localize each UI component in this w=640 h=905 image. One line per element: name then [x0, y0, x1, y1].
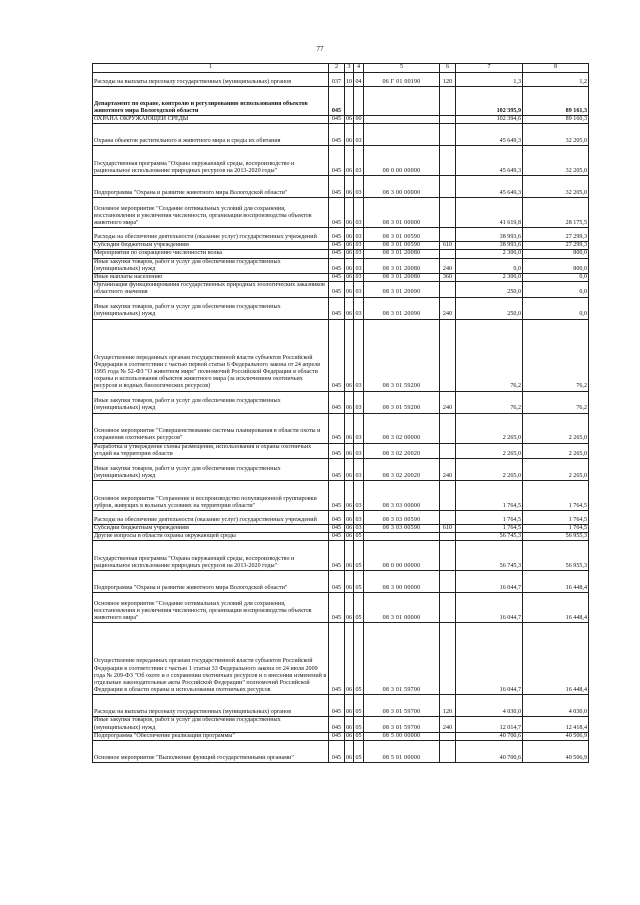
row-subsection-cell: 03	[354, 443, 364, 458]
row-section-cell: 06	[345, 511, 354, 525]
row-ministry-cell: 045	[329, 274, 345, 282]
row-amount-year1-cell: 250,0	[456, 297, 523, 319]
row-target-article-cell: 08 3 01 59700	[364, 623, 440, 695]
row-target-article-cell: 06 Г 01 00190	[364, 73, 440, 87]
row-target-article-cell: 08 3 01 59200	[364, 319, 440, 391]
row-subsection-cell: 05	[354, 593, 364, 623]
row-amount-year2-cell: 2 265,0	[523, 413, 589, 443]
row-target-article-cell: 08 0 00 00000	[364, 146, 440, 176]
row-amount-year2-cell: 32 205,0	[523, 124, 589, 146]
row-name-cell: Государственная программа "Охрана окружающей среды, воспроизводство и рациональное использование природных ресурсов на 2013-2020 годы"	[93, 146, 329, 176]
row-name-cell: Иные закупки товаров, работ и услуг для обеспечения государственных (муниципальных) нужд	[93, 391, 329, 413]
table-row	[93, 242, 589, 250]
row-amount-year1-cell: 1,3	[456, 73, 523, 87]
row-amount-year2-cell: 56 955,3	[523, 541, 589, 571]
row-subsection-cell: 05	[354, 695, 364, 717]
row-ministry-cell: 045	[329, 176, 345, 198]
row-target-article-cell: 08 3 03 00000	[364, 481, 440, 511]
row-amount-year1-cell: 41 619,8	[456, 198, 523, 228]
row-target-article-cell: 08 3 01 00000	[364, 593, 440, 623]
table-row	[93, 282, 589, 297]
table-row	[93, 732, 589, 740]
table-row	[93, 413, 589, 443]
row-amount-year2-cell: 2 265,0	[523, 459, 589, 481]
row-target-article-cell	[364, 87, 440, 116]
row-target-article-cell: 08 3 00 00000	[364, 571, 440, 593]
row-target-article-cell: 08 3 01 00000	[364, 198, 440, 228]
row-target-article-cell	[364, 116, 440, 124]
row-amount-year2-cell: 1 764,5	[523, 511, 589, 525]
row-subsection-cell	[354, 87, 364, 116]
row-subsection-cell: 03	[355, 242, 362, 249]
row-ministry-cell: 045	[329, 695, 345, 717]
row-ministry-cell: 045	[329, 593, 345, 623]
row-amount-year2-cell: 27 299,3	[523, 242, 589, 250]
table-row	[93, 176, 589, 198]
row-ministry-cell: 045	[329, 250, 345, 258]
row-target-article-cell: 08 3 03 00590	[364, 525, 440, 533]
table-row	[93, 391, 589, 413]
row-amount-year2-cell: 0,0	[523, 282, 589, 297]
row-expense-type-cell	[440, 571, 456, 593]
header-cell: 5	[364, 64, 440, 73]
row-name-cell: Осуществление переданных органам государственной власти субъектов Российской Федерации в соответствии с частью первой статьи 6 Федерального закона от 24 апреля 1995 года № 52-ФЗ "О животном мире" полномочий Российской Федерации в области охраны и использования объектов животного мира (за исключением охотничьих ресурсов и водных биологических ресурсов)	[93, 319, 329, 391]
header-cell: 1	[93, 64, 329, 73]
row-subsection-cell: 03	[354, 198, 364, 228]
row-subsection-cell: 03	[354, 481, 364, 511]
row-amount-year2-cell: 0,0	[523, 297, 589, 319]
row-expense-type-cell	[440, 228, 456, 242]
row-subsection-cell: 05	[354, 741, 364, 763]
row-subsection-cell: 05	[354, 571, 364, 593]
row-expense-type-cell	[440, 481, 456, 511]
table-row	[93, 124, 589, 146]
row-target-article-cell: 08 5 01 00000	[364, 741, 440, 763]
row-amount-year2-cell: 32 205,0	[523, 176, 589, 198]
row-name-cell: Расходы на обеспечение деятельности (оказание услуг) государственных учреждений	[93, 228, 329, 242]
row-section-cell: 06	[345, 176, 354, 198]
row-name-cell: Расходы на обеспечение деятельности (оказание услуг) государственных учреждений	[93, 511, 329, 525]
row-amount-year1-cell: 2 265,0	[456, 443, 523, 458]
row-ministry-cell: 045	[329, 116, 345, 124]
row-ministry-cell: 045	[329, 541, 345, 571]
header-cell: 8	[523, 64, 589, 73]
row-target-article-cell: 08 3 01 20080	[364, 274, 440, 282]
row-ministry-cell: 045	[329, 228, 345, 242]
row-expense-type-cell	[440, 732, 456, 740]
table-row	[93, 533, 589, 541]
row-section-cell: 06	[345, 443, 354, 458]
row-amount-year1-cell: 250,0	[456, 282, 523, 297]
row-name-cell: Субсидии бюджетным учреждениям	[93, 242, 329, 250]
row-target-article-cell	[364, 533, 440, 541]
row-amount-year2-cell: 56 955,3	[523, 533, 589, 541]
table-row	[93, 198, 589, 228]
row-amount-year2-cell: 76,2	[523, 391, 589, 413]
row-name-cell: Иные выплаты населению	[93, 274, 329, 282]
row-amount-year2-cell: 4 030,0	[523, 695, 589, 717]
row-section-cell: 10	[345, 73, 354, 87]
row-subsection-cell: 03	[355, 274, 362, 281]
row-amount-year1-cell: 45 649,3	[456, 176, 523, 198]
row-expense-type-cell: 610	[440, 525, 456, 533]
row-expense-type-cell	[440, 541, 456, 571]
row-target-article-cell: 08 3 02 20020	[364, 443, 440, 458]
row-name-cell: ОХРАНА ОКРУЖАЮЩЕЙ СРЕДЫ	[93, 116, 329, 124]
row-name-cell: Департамент по охране, контролю и регулированию использования объектов животного мира Вологодской области	[93, 87, 329, 116]
row-amount-year1-cell: 38 993,6	[456, 242, 523, 250]
row-name-cell: Иные закупки товаров, работ и услуг для обеспечения государственных (муниципальных) нужд	[93, 258, 329, 273]
row-ministry-cell: 045	[329, 124, 345, 146]
row-amount-year2-cell: 800,0	[523, 258, 589, 273]
row-ministry-cell: 045	[329, 732, 345, 740]
row-amount-year2-cell: 1 764,5	[523, 525, 589, 533]
row-expense-type-cell	[440, 413, 456, 443]
row-subsection-cell: 05	[355, 533, 362, 540]
row-amount-year2-cell: 32 205,0	[523, 146, 589, 176]
row-name-cell: Основное мероприятие "Создание оптимальных условий для сохранения, восстановления и увеличения численности, организации воспроизводства объектов животного мира"	[93, 198, 329, 228]
row-expense-type-cell: 360	[440, 274, 456, 282]
row-name-cell: Мероприятия по сокращению численности волка	[93, 250, 329, 258]
table-row	[93, 717, 589, 732]
row-target-article-cell: 08 3 01 59700	[364, 695, 440, 717]
row-name-cell: Иные закупки товаров, работ и услуг для обеспечения государственных (муниципальных) нужд	[93, 717, 329, 732]
row-expense-type-cell	[440, 741, 456, 763]
row-ministry-cell: 045	[329, 571, 345, 593]
row-subsection-cell: 05	[354, 717, 364, 732]
row-expense-type-cell: 240	[440, 459, 456, 481]
row-expense-type-cell	[440, 250, 456, 258]
table-row	[93, 695, 589, 717]
row-expense-type-cell	[440, 623, 456, 695]
row-expense-type-cell	[440, 511, 456, 525]
row-ministry-cell: 045	[329, 413, 345, 443]
table-row	[93, 511, 589, 525]
row-amount-year2-cell: 16 448,4	[523, 623, 589, 695]
row-subsection-cell: 05	[354, 623, 364, 695]
row-name-cell: Осуществление переданных органам государственной власти субъектов Российской Федерации в соответствии с частью 1 статьи 33 Федерального закона от 24 июля 2009 года № 209-ФЗ "Об охоте и о сохранении охотничьих ресурсов и о внесении изменений в отдельные законодательные акты Российской Федерации" полномочий Российской Федерации в области охраны и использования охотничьих ресурсов	[93, 623, 329, 695]
budget-table	[92, 63, 589, 763]
table-row	[93, 459, 589, 481]
row-name-cell: Основное мероприятие "Сохранение и воспроизводство популяционной группировки зубров, живущих в вольных условиях на территории области"	[93, 481, 329, 511]
row-subsection-cell: 03	[354, 176, 364, 198]
row-section-cell: 06	[346, 116, 353, 122]
table-row	[93, 525, 589, 533]
row-subsection-cell: 03	[354, 391, 364, 413]
row-name-cell: Основное мероприятие "Выполнение функций государственными органами"	[93, 741, 329, 763]
header-cell: 4	[354, 64, 364, 73]
row-amount-year2-cell: 28 175,5	[523, 198, 589, 228]
row-target-article-cell: 08 3 01 20090	[364, 282, 440, 297]
table-row	[93, 228, 589, 242]
row-name-cell: Основное мероприятие "Совершенствование системы планирования в области охоты и сохранения охотничьих ресурсов"	[93, 413, 329, 443]
row-ministry-cell: 045	[329, 511, 345, 525]
row-ministry-cell: 045	[329, 391, 345, 413]
row-target-article-cell: 08 3 01 00590	[364, 228, 440, 242]
row-section-cell: 06	[345, 258, 354, 273]
row-expense-type-cell: 240	[440, 258, 456, 273]
row-subsection-cell: 03	[354, 228, 364, 242]
row-amount-year1-cell: 76,2	[456, 319, 523, 391]
row-name-cell: Иные закупки товаров, работ и услуг для обеспечения государственных (муниципальных) нужд	[93, 297, 329, 319]
row-ministry-cell: 045	[329, 87, 345, 116]
row-subsection-cell: 03	[354, 258, 364, 273]
table-row	[93, 571, 589, 593]
row-expense-type-cell	[440, 116, 456, 124]
row-expense-type-cell	[440, 282, 456, 297]
row-amount-year1-cell: 16 044,7	[456, 571, 523, 593]
row-subsection-cell: 03	[354, 413, 364, 443]
table-row	[93, 116, 589, 124]
row-section-cell: 06	[345, 695, 354, 717]
row-target-article-cell: 08 3 03 00590	[364, 511, 440, 525]
row-amount-year1-cell: 2 265,0	[456, 459, 523, 481]
row-subsection-cell: 03	[354, 282, 364, 297]
row-target-article-cell: 08 3 01 20090	[364, 297, 440, 319]
row-amount-year1-cell: 4 030,0	[456, 695, 523, 717]
row-name-cell: Основное мероприятие "Создание оптимальных условий для сохранения, восстановления и увеличения численности, организации воспроизводства объектов животного мира"	[93, 593, 329, 623]
row-target-article-cell: 08 3 02 20020	[364, 459, 440, 481]
row-section-cell: 06	[345, 319, 354, 391]
row-expense-type-cell	[440, 319, 456, 391]
row-ministry-cell: 045	[329, 525, 345, 533]
row-ministry-cell: 037	[329, 73, 345, 87]
row-expense-type-cell	[440, 198, 456, 228]
row-name-cell: Иные закупки товаров, работ и услуг для обеспечения государственных (муниципальных) нужд	[93, 459, 329, 481]
row-section-cell: 06	[345, 391, 354, 413]
table-row	[93, 258, 589, 273]
row-target-article-cell: 08 5 00 00000	[364, 732, 440, 740]
row-subsection-cell: 00	[355, 116, 362, 122]
row-ministry-cell: 045	[329, 146, 345, 176]
table-row	[93, 297, 589, 319]
row-ministry-cell: 045	[329, 623, 345, 695]
row-expense-type-cell: 610	[440, 242, 456, 250]
row-amount-year2-cell: 76,2	[523, 319, 589, 391]
row-amount-year2-cell: 1 764,5	[523, 481, 589, 511]
row-expense-type-cell	[440, 87, 456, 116]
row-name-cell: Разработка и утверждение схемы размещения, использования и охраны охотничьих угодий на территории области	[93, 443, 329, 458]
row-ministry-cell: 045	[329, 198, 345, 228]
row-target-article-cell: 08 3 01 59200	[364, 391, 440, 413]
row-target-article-cell	[364, 124, 440, 146]
row-section-cell: 06	[345, 571, 354, 593]
header-cell: 2	[329, 64, 345, 73]
row-amount-year2-cell: 40 506,9	[523, 732, 589, 740]
row-amount-year2-cell: 16 448,4	[523, 571, 589, 593]
header-cell: 3	[345, 64, 354, 73]
row-amount-year2-cell: 2 265,0	[523, 443, 589, 458]
row-section-cell: 06	[346, 274, 353, 281]
row-amount-year1-cell: 40 700,6	[456, 741, 523, 763]
row-amount-year1-cell: 45 649,3	[456, 146, 523, 176]
row-target-article-cell: 08 3 00 00000	[364, 176, 440, 198]
row-name-cell: Субсидии бюджетным учреждениям	[93, 525, 329, 533]
row-expense-type-cell: 240	[440, 391, 456, 413]
row-ministry-cell: 045	[329, 282, 345, 297]
row-amount-year1-cell: 38 993,6	[456, 228, 523, 242]
row-amount-year2-cell: 89 160,3	[523, 116, 589, 124]
row-name-cell: Подпрограмма "Охрана и развитие животного мира Вологодской области"	[93, 176, 329, 198]
row-ministry-cell: 045	[329, 741, 345, 763]
row-amount-year1-cell: 16 044,7	[456, 623, 523, 695]
row-section-cell: 06	[345, 541, 354, 571]
row-name-cell: Организация функционирования государственных природных зоологических заказников областного значения	[93, 282, 329, 297]
row-name-cell: Подпрограмма "Обеспечение реализации программы"	[93, 732, 329, 740]
row-target-article-cell: 08 0 00 00000	[364, 541, 440, 571]
row-name-cell: Расходы на выплаты персоналу государственных (муниципальных) органов	[93, 695, 329, 717]
row-section-cell: 06	[346, 533, 353, 540]
row-ministry-cell: 045	[329, 533, 345, 541]
row-section-cell: 06	[345, 228, 354, 242]
table-row	[93, 274, 589, 282]
row-expense-type-cell	[440, 176, 456, 198]
row-amount-year1-cell: 76,2	[456, 391, 523, 413]
row-ministry-cell: 045	[329, 459, 345, 481]
row-expense-type-cell: 120	[440, 73, 456, 87]
row-amount-year1-cell: 56 745,3	[456, 533, 523, 541]
row-name-cell: Охрана объектов растительного и животного мира и среды их обитания	[93, 124, 329, 146]
row-expense-type-cell: 240	[440, 297, 456, 319]
row-target-article-cell: 08 3 01 20080	[364, 250, 440, 258]
row-amount-year1-cell: 2 265,0	[456, 413, 523, 443]
page-number: 77	[316, 45, 324, 53]
table-row	[93, 443, 589, 458]
row-expense-type-cell	[440, 146, 456, 176]
table-header-row	[93, 64, 589, 73]
row-section-cell: 06	[346, 525, 353, 532]
row-ministry-cell: 045	[329, 242, 345, 250]
row-section-cell: 06	[345, 297, 354, 319]
row-section-cell: 06	[345, 124, 354, 146]
row-expense-type-cell: 120	[440, 695, 456, 717]
table-row	[93, 623, 589, 695]
row-name-cell: Подпрограмма "Охрана и развитие животного мира Вологодской области"	[93, 571, 329, 593]
row-amount-year1-cell: 16 044,7	[456, 593, 523, 623]
row-subsection-cell: 03	[354, 319, 364, 391]
row-target-article-cell: 08 3 01 59700	[364, 717, 440, 732]
row-amount-year2-cell: 16 448,4	[523, 593, 589, 623]
row-amount-year2-cell: 0,0	[523, 274, 589, 282]
row-section-cell: 06	[345, 623, 354, 695]
row-amount-year2-cell: 12 418,4	[523, 717, 589, 732]
row-amount-year2-cell: 27 299,3	[523, 228, 589, 242]
row-amount-year1-cell: 45 649,3	[456, 124, 523, 146]
row-expense-type-cell	[440, 443, 456, 458]
row-section-cell: 06	[346, 242, 353, 249]
row-amount-year2-cell: 800,0	[523, 250, 589, 258]
row-section-cell: 06	[345, 146, 354, 176]
row-section-cell: 06	[346, 250, 353, 257]
table-row	[93, 146, 589, 176]
row-section-cell: 06	[345, 413, 354, 443]
row-amount-year1-cell: 1 764,5	[456, 511, 523, 525]
row-target-article-cell: 08 3 02 00000	[364, 413, 440, 443]
row-subsection-cell: 03	[355, 250, 362, 257]
row-amount-year1-cell: 1 764,5	[456, 525, 523, 533]
row-subsection-cell: 03	[354, 124, 364, 146]
row-subsection-cell: 05	[354, 541, 364, 571]
row-section-cell: 06	[345, 717, 354, 732]
table-row	[93, 87, 589, 116]
row-section-cell	[345, 87, 354, 116]
row-subsection-cell: 03	[354, 511, 364, 525]
row-subsection-cell: 04	[354, 73, 364, 87]
row-name-cell: Государственная программа "Охрана окружающей среды, воспроизводство и рациональное использование природных ресурсов на 2013-2020 годы"	[93, 541, 329, 571]
row-ministry-cell: 045	[329, 717, 345, 732]
row-ministry-cell: 045	[329, 481, 345, 511]
row-amount-year1-cell: 0,0	[456, 258, 523, 273]
row-target-article-cell: 08 3 01 00590	[364, 242, 440, 250]
row-ministry-cell: 045	[329, 443, 345, 458]
row-ministry-cell: 045	[329, 319, 345, 391]
row-subsection-cell: 03	[354, 297, 364, 319]
table-row	[93, 741, 589, 763]
row-amount-year2-cell: 1,2	[523, 73, 589, 87]
row-section-cell: 06	[345, 198, 354, 228]
row-amount-year2-cell: 40 506,9	[523, 741, 589, 763]
row-expense-type-cell	[440, 533, 456, 541]
table-row	[93, 593, 589, 623]
row-expense-type-cell	[440, 593, 456, 623]
row-target-article-cell: 08 3 01 20080	[364, 258, 440, 273]
row-subsection-cell: 03	[354, 459, 364, 481]
row-section-cell: 06	[345, 593, 354, 623]
row-ministry-cell: 045	[329, 297, 345, 319]
row-amount-year1-cell: 56 745,3	[456, 541, 523, 571]
row-amount-year1-cell: 102 394,6	[456, 116, 523, 124]
table-row	[93, 319, 589, 391]
row-amount-year1-cell: 2 300,0	[456, 274, 523, 282]
row-section-cell: 06	[345, 741, 354, 763]
table-row	[93, 481, 589, 511]
row-subsection-cell: 05	[355, 732, 362, 739]
row-subsection-cell: 03	[354, 146, 364, 176]
row-section-cell: 06	[345, 481, 354, 511]
header-cell: 7	[456, 64, 523, 73]
row-name-cell: Расходы на выплаты персоналу государственных (муниципальных) органов	[93, 73, 329, 87]
row-subsection-cell: 03	[355, 525, 362, 532]
row-amount-year1-cell: 1 764,5	[456, 481, 523, 511]
row-section-cell: 06	[345, 282, 354, 297]
row-amount-year1-cell: 102 395,9	[456, 87, 523, 116]
row-amount-year1-cell: 2 300,0	[456, 250, 523, 258]
row-expense-type-cell: 240	[440, 717, 456, 732]
row-amount-year2-cell: 89 161,3	[523, 87, 589, 116]
row-ministry-cell: 045	[329, 258, 345, 273]
row-amount-year1-cell: 40 700,6	[456, 732, 523, 740]
header-cell: 6	[440, 64, 456, 73]
row-name-cell: Другие вопросы в области охраны окружающей среды	[93, 533, 329, 541]
row-section-cell: 06	[345, 459, 354, 481]
row-expense-type-cell	[440, 124, 456, 146]
table-row	[93, 541, 589, 571]
table-row	[93, 73, 589, 87]
row-amount-year1-cell: 12 014,7	[456, 717, 523, 732]
row-section-cell: 06	[346, 732, 353, 739]
table-row	[93, 250, 589, 258]
